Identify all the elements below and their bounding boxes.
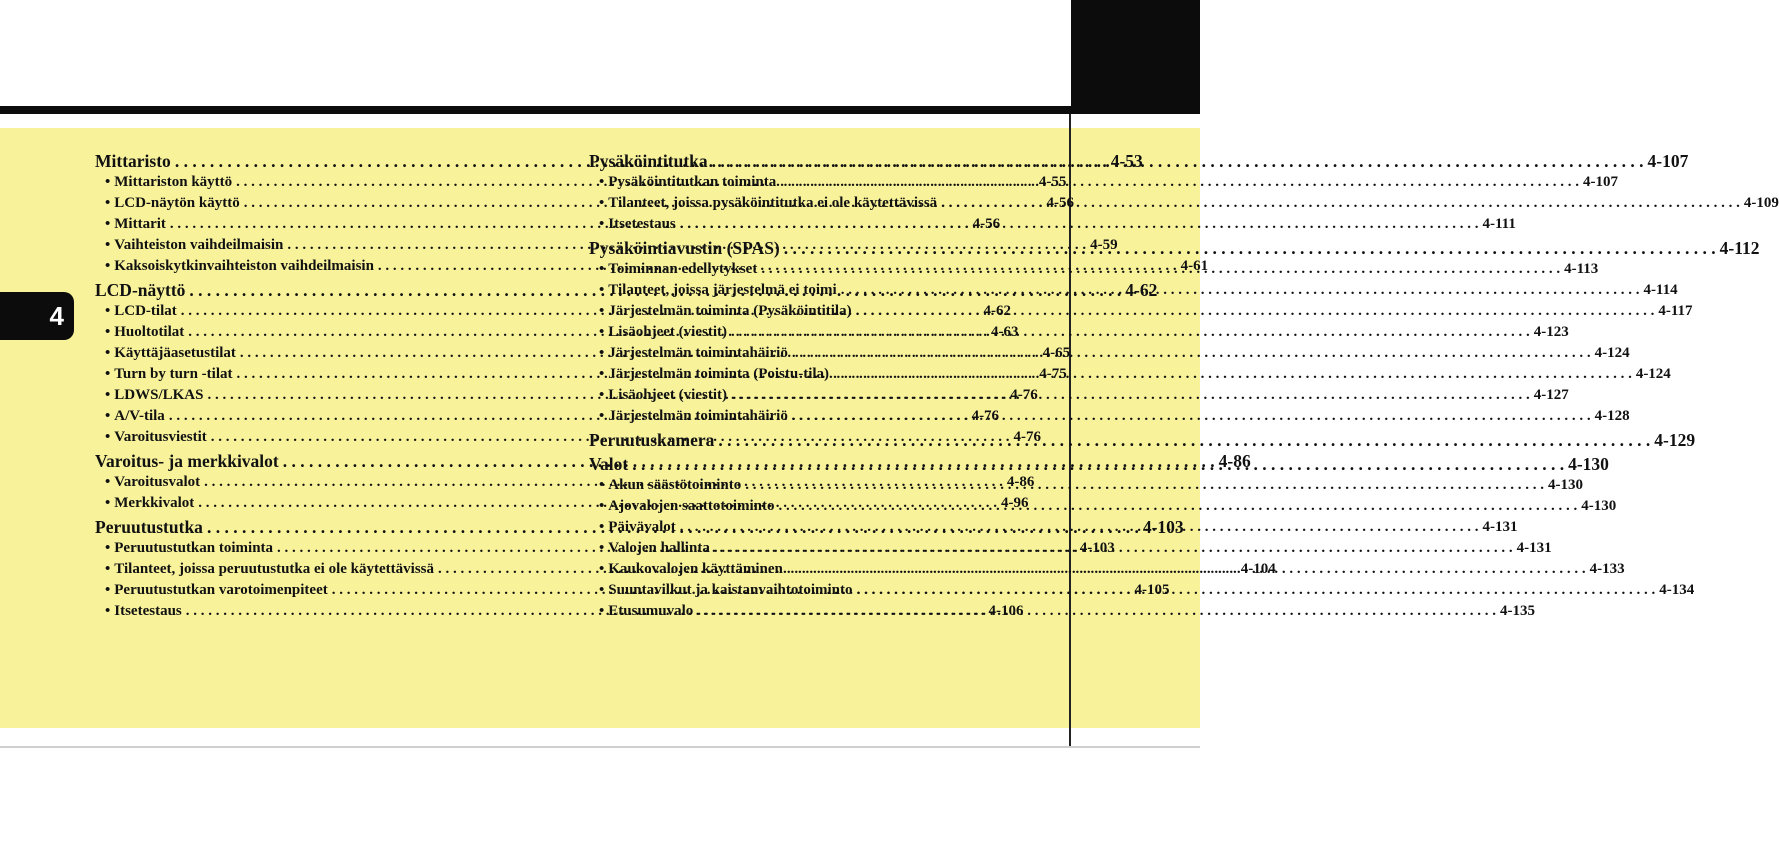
toc-entry-title: LCD-näyttö — [95, 280, 186, 300]
dot-leader — [856, 301, 1655, 322]
toc-entry-title: LCD-näytön käyttö — [114, 195, 240, 211]
bullet-icon: • — [105, 303, 111, 319]
toc-entry-title: Pysäköintitutkan toiminta — [608, 174, 777, 190]
toc-entry-page: 4-133 — [1589, 561, 1625, 577]
bullet-icon: • — [599, 582, 605, 598]
toc-entry-title: Itsetestaus — [114, 603, 182, 619]
toc-entry-page: 4-76 — [1010, 387, 1038, 403]
dot-leader — [784, 237, 1716, 259]
bullet-icon: • — [599, 345, 605, 361]
bullet-icon: • — [105, 495, 111, 511]
toc-entry-page: 4-112 — [1719, 238, 1760, 258]
toc-entry-title: Peruutustutkan varotoimenpiteet — [114, 582, 328, 598]
dot-leader — [792, 343, 1591, 364]
dot-leader — [833, 364, 1632, 385]
toc-section-entry[interactable] — [95, 450, 1251, 472]
footer-rule — [0, 746, 1200, 748]
bullet-icon: • — [105, 540, 111, 556]
dot-leader — [761, 259, 1560, 280]
toc-entry-title: Mittariston käyttö — [114, 174, 233, 190]
toc-entry-page: 4-135 — [1500, 603, 1536, 619]
toc-entry-page: 4-111 — [1482, 216, 1516, 232]
bullet-icon: • — [599, 519, 605, 535]
toc-entry-title: Valojen hallinta — [608, 540, 710, 556]
bullet-icon: • — [105, 258, 111, 274]
toc-entry-title: Järjestelmän toiminta (Pysäköintitila) — [608, 303, 852, 319]
toc-entry-title: Mittarit — [114, 216, 166, 232]
toc-entry-title: Merkkivalot — [114, 495, 195, 511]
dot-leader — [731, 385, 1530, 406]
toc-entry-title: LDWS/LKAS — [114, 387, 204, 403]
toc-entry-title: Päivävalot — [608, 519, 676, 535]
bullet-icon: • — [105, 174, 111, 190]
bullet-icon: • — [105, 408, 111, 424]
toc-entry-title: Varoitus- ja merkkivalot — [95, 451, 279, 471]
bullet-icon: • — [599, 561, 605, 577]
bullet-icon: • — [599, 366, 605, 382]
toc-entry-page: 4-105 — [1134, 582, 1170, 598]
toc-entry-title: Peruutustutka — [95, 517, 203, 537]
toc-subsection-entry[interactable] — [589, 385, 1569, 406]
toc-entry-title: Toiminnan edellytykset — [608, 261, 758, 277]
toc-entry-page: 4-104 — [1240, 561, 1276, 577]
toc-entry-title: Kaksoiskytkinvaihteiston vaihdeilmaisin — [114, 258, 374, 274]
toc-entry-page: 4-76 — [971, 408, 1000, 424]
toc-entry-page: 4-61 — [1180, 258, 1209, 274]
dot-leader — [680, 517, 1479, 538]
toc-section-entry[interactable] — [589, 429, 1696, 451]
bullet-icon: • — [599, 498, 605, 514]
bullet-icon: • — [599, 174, 605, 190]
toc-entry-title: Lisäohjeet (viestit) — [608, 387, 727, 403]
dot-leader — [792, 406, 1591, 427]
toc-entry-page: 4-62 — [983, 303, 1012, 319]
bullet-icon: • — [599, 261, 605, 277]
toc-entry-page: 4-131 — [1482, 519, 1518, 535]
toc-entry-title: Turn by turn -tilat — [114, 366, 233, 382]
toc-entry-page: 4-109 — [1743, 195, 1779, 211]
bullet-icon: • — [105, 237, 111, 253]
toc-entry-page: 4-62 — [1125, 280, 1158, 300]
toc-entry-title: Järjestelmän toimintahäiriö — [608, 408, 788, 424]
toc-entry-title: Peruutuskamera — [589, 430, 715, 450]
toc-entry-page: 4-123 — [1533, 324, 1569, 340]
bullet-icon: • — [599, 477, 605, 493]
toc-subsection-entry[interactable] — [589, 322, 1569, 343]
bullet-icon: • — [105, 429, 111, 445]
toc-entry-page: 4-56 — [972, 216, 1001, 232]
bullet-icon: • — [105, 603, 111, 619]
toc-entry-page: 4-106 — [988, 603, 1024, 619]
toc-entry-title: Pysäköintitutka — [589, 151, 708, 171]
toc-entry-page: 4-76 — [1013, 429, 1042, 445]
bullet-icon: • — [599, 387, 605, 403]
toc-entry-page: 4-96 — [1001, 495, 1029, 511]
bullet-icon: • — [105, 345, 111, 361]
toc-entry-page: 4-134 — [1659, 582, 1695, 598]
toc-entry-title: Mittaristo — [95, 151, 171, 171]
toc-entry-title: Kaukovalojen käyttäminen — [608, 561, 783, 577]
dot-leader — [779, 496, 1578, 517]
toc-entry-page: 4-103 — [1142, 517, 1184, 537]
toc-entry-title: Akun säästötoiminto — [608, 477, 742, 493]
toc-entry-title: Valot — [589, 454, 629, 474]
toc-entry-title: Itsetestaus — [608, 216, 676, 232]
dot-leader — [718, 429, 1650, 451]
toc-entry-title: Tilanteet, joissa järjestelmä ei toimi — [608, 282, 837, 298]
toc-entry-page: 4-56 — [1046, 195, 1074, 211]
bullet-icon: • — [599, 195, 605, 211]
toc-entry-page: 4-59 — [1090, 237, 1118, 253]
toc-entry-page: 4-53 — [1110, 151, 1143, 171]
chapter-tab[interactable] — [0, 292, 74, 340]
toc-entry-page: 4-128 — [1594, 408, 1630, 424]
toc-entry-page: 4-113 — [1564, 261, 1599, 277]
dot-leader — [714, 538, 1513, 559]
toc-entry-page: 4-63 — [991, 324, 1019, 340]
toc-subsection-entry[interactable] — [589, 214, 1516, 235]
toc-entry-page: 4-86 — [1006, 474, 1035, 490]
toc-entry-page: 4-107 — [1647, 151, 1689, 171]
toc-entry-page: 4-130 — [1568, 454, 1609, 474]
bullet-icon: • — [105, 216, 111, 232]
bullet-icon: • — [105, 324, 111, 340]
bullet-icon: • — [105, 387, 111, 403]
bullet-icon: • — [599, 408, 605, 424]
dot-leader — [697, 601, 1496, 622]
toc-entry-title: Tilanteet, joissa pysäköintitutka ei ole käytettävissä — [608, 195, 938, 211]
toc-subsection-entry[interactable] — [589, 301, 1693, 322]
bullet-icon: • — [599, 603, 605, 619]
toc-entry-title: Etusumuvalo — [608, 603, 694, 619]
dot-leader — [780, 172, 1579, 193]
toc-entry-title: Järjestelmän toiminta (Poistu-tila) — [608, 366, 830, 382]
chapter-header-block — [1071, 0, 1200, 114]
toc-entry-page: 4-127 — [1533, 387, 1569, 403]
toc-entry-title: A/V-tila — [114, 408, 165, 424]
toc-entry-title: Huoltotilat — [114, 324, 185, 340]
toc-entry-page: 4-65 — [1042, 345, 1071, 361]
toc-entry-page: 4-55 — [1038, 174, 1067, 190]
dot-leader — [731, 322, 1530, 343]
toc-entry-page: 4-130 — [1581, 498, 1617, 514]
toc-entry-page: 4-103 — [1079, 540, 1115, 556]
toc-entry-page: 4-124 — [1635, 366, 1671, 382]
toc-entry-title: Lisäohjeet (viestit) — [608, 324, 727, 340]
toc-subsection-entry[interactable] — [589, 475, 1583, 496]
toc-entry-title: Käyttäjäasetustilat — [114, 345, 236, 361]
chapter-number: 4 — [49, 300, 64, 331]
toc-entry-title: Tilanteet, joissa peruutustutka ei ole käytettävissä — [114, 561, 434, 577]
toc-subsection-entry[interactable] — [589, 496, 1617, 517]
dot-leader — [680, 214, 1479, 235]
dot-leader — [841, 280, 1640, 301]
toc-entry-title: Varoitusviestit — [114, 429, 207, 445]
toc-entry-title: Pysäköintiavustin (SPAS) — [589, 238, 780, 258]
bullet-icon: • — [599, 303, 605, 319]
dot-leader — [857, 580, 1656, 601]
toc-entry-title: Peruutustutkan toiminta — [114, 540, 274, 556]
toc-entry-title: Järjestelmän toimintahäiriö — [608, 345, 788, 361]
toc-entry-page: 4-129 — [1654, 430, 1696, 450]
bullet-icon: • — [599, 216, 605, 232]
toc-entry-page: 4-130 — [1547, 477, 1583, 493]
toc-entry-page: 4-117 — [1658, 303, 1693, 319]
dot-leader — [632, 453, 1564, 475]
toc-entry-page: 4-75 — [1039, 366, 1067, 382]
bullet-icon: • — [105, 195, 111, 211]
toc-entry-page: 4-124 — [1594, 345, 1630, 361]
bullet-icon: • — [599, 324, 605, 340]
toc-subsection-entry[interactable] — [589, 406, 1630, 427]
bullet-icon: • — [105, 474, 111, 490]
bullet-icon: • — [105, 366, 111, 382]
bullet-icon: • — [105, 561, 111, 577]
bullet-icon: • — [105, 582, 111, 598]
dot-leader — [712, 150, 1644, 172]
toc-entry-page: 4-107 — [1582, 174, 1618, 190]
toc-entry-page: 4-131 — [1516, 540, 1552, 556]
header-rule — [0, 106, 1071, 114]
dot-leader — [787, 559, 1586, 580]
bullet-icon: • — [599, 282, 605, 298]
toc-entry-title: Suuntavilkut ja kaistanvaihtotoiminto — [608, 582, 853, 598]
toc-entry-page: 4-114 — [1643, 282, 1678, 298]
bullet-icon: • — [599, 540, 605, 556]
toc-subsection-entry[interactable] — [589, 601, 1536, 622]
toc-entry-page: 4-86 — [1218, 451, 1251, 471]
dot-leader — [745, 475, 1544, 496]
toc-entry-title: Vaihteiston vaihdeilmaisin — [114, 237, 284, 253]
toc-entry-title: Varoitusvalot — [114, 474, 201, 490]
toc-entry-title: Ajovalojen saattotoiminto — [608, 498, 775, 514]
toc-entry-title: LCD-tilat — [114, 303, 177, 319]
dot-leader — [941, 193, 1740, 214]
